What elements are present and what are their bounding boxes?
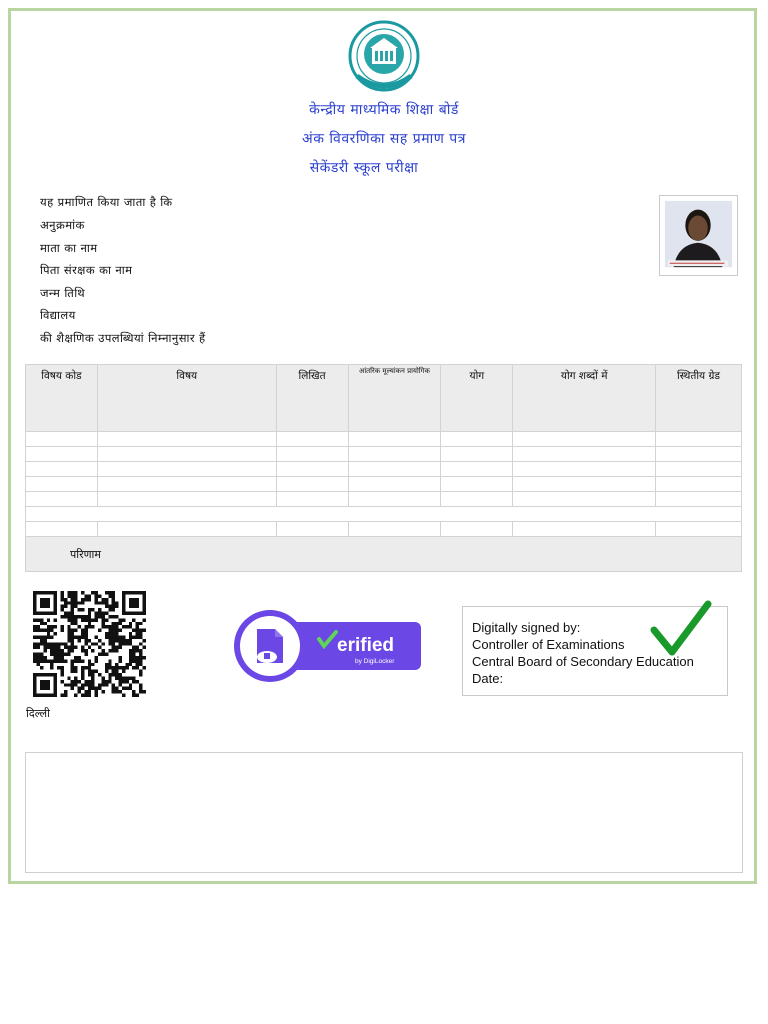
board-name: केन्द्रीय माध्यमिक शिक्षा बोर्ड xyxy=(309,102,459,118)
digilocker-verified-badge xyxy=(233,609,423,683)
table-row xyxy=(26,462,742,477)
table-row-spacer xyxy=(26,507,742,522)
checkmark-icon xyxy=(650,600,712,656)
table-row xyxy=(26,492,742,507)
school-label: विद्यालय xyxy=(40,308,76,322)
header-subject: विषय xyxy=(97,365,276,432)
document-title: अंक विवरणिका सह प्रमाण पत्र xyxy=(302,131,466,147)
result-label: परिणाम xyxy=(70,547,101,561)
result-row xyxy=(26,537,742,572)
qr-code xyxy=(33,591,146,697)
remarks-box xyxy=(25,752,743,873)
roll-number-label: अनुक्रमांक xyxy=(40,218,85,232)
table-row xyxy=(26,447,742,462)
header-total-in-words: योग शब्दों में xyxy=(513,365,656,432)
signer-title-line: Controller of Examinations xyxy=(472,637,625,652)
signed-by-line: Digitally signed by: xyxy=(472,620,581,635)
student-photo xyxy=(659,195,738,276)
verified-by-text: by DigiLocker xyxy=(355,658,395,665)
header-written: लिखित xyxy=(276,365,348,432)
table-row xyxy=(26,432,742,447)
city-name: दिल्ली xyxy=(26,707,50,720)
certify-intro: यह प्रमाणित किया जाता है कि xyxy=(40,195,173,209)
dob-label: जन्म तिथि xyxy=(40,286,85,300)
header-subject-code: विषय कोड xyxy=(26,365,98,432)
table-row xyxy=(26,477,742,492)
father-name-label: पिता संरक्षक का नाम xyxy=(40,263,133,277)
verified-word: erified xyxy=(337,635,395,656)
marks-table xyxy=(25,364,742,572)
header-internal-practical: आंतरिक मूल्यांकन प्रायोगिक xyxy=(348,365,441,432)
exam-name: सेकेंडरी स्कूल परीक्षा xyxy=(309,160,419,176)
header-positional-grade: स्थितीय ग्रेड xyxy=(656,365,742,432)
achievement-text: की शैक्षणिक उपलब्धियां निम्नानुसार हैं xyxy=(40,331,206,345)
header-total: योग xyxy=(441,365,513,432)
table-row xyxy=(26,522,742,537)
signature-date-line: Date: xyxy=(472,671,504,686)
mother-name-label: माता का नाम xyxy=(40,241,98,255)
cbse-logo xyxy=(347,20,421,100)
signer-org-line: Central Board of Secondary Education xyxy=(472,654,694,669)
marks-header-row xyxy=(26,365,742,432)
